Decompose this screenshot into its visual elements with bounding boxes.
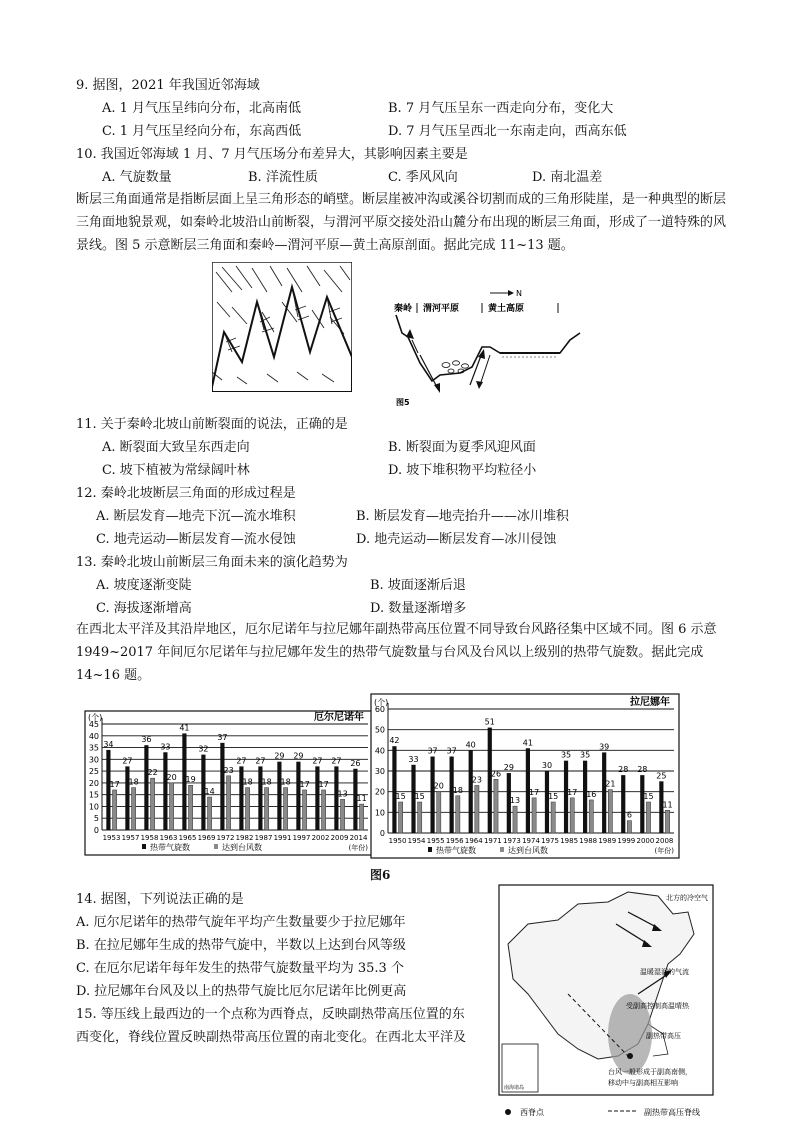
intro-paragraph-enso: 在西北太平洋及其沿岸地区，厄尔尼诺年与拉尼娜年副热带高压位置不同导致台风路径集中区域不同。图 6 示意 1949~2017 年间厄尔尼诺年与拉尼娜年发生的热带气旋数量与台风及台风以上级别的热带气旋数。据此完成 14~16 题。: [76, 622, 717, 683]
x-tick-label: 1982: [235, 834, 254, 842]
x-axis-label: (年份): [654, 847, 674, 855]
bar-typhoons: [513, 806, 517, 833]
legend-cyclones: 热带气旋数: [436, 846, 476, 855]
data-label-cyclones: 28: [637, 765, 648, 775]
q11-option-b: B. 断裂面为夏季风迎风面: [388, 440, 536, 455]
q13-stem: 13. 秦岭北坡山前断层三角面未来的演化趋势为: [76, 555, 348, 570]
data-label-typhoons: 13: [337, 789, 348, 799]
q13-option-c: C. 海拔逐渐增高: [96, 601, 192, 616]
bar-tropical-cyclones: [430, 757, 434, 833]
data-label-cyclones: 37: [446, 746, 457, 756]
data-label-typhoons: 11: [662, 800, 673, 810]
legend-cyclones: 热带气旋数: [150, 843, 190, 852]
x-tick-label: 1973: [503, 837, 521, 845]
q13-option-d: D. 数量逐渐增多: [370, 601, 467, 616]
data-label-typhoons: 15: [414, 792, 425, 801]
data-label-typhoons: 15: [395, 792, 406, 801]
bar-typhoons: [627, 821, 631, 833]
x-tick-label: 1954: [407, 837, 426, 845]
bar-tropical-cyclones: [545, 771, 549, 833]
bar-typhoons: [132, 788, 136, 830]
y-tick-label: 20: [88, 778, 99, 788]
data-label-cyclones: 32: [198, 744, 209, 754]
bar-typhoons: [151, 778, 155, 830]
data-label-cyclones: 27: [236, 756, 247, 766]
q14-stem: 14. 据图，下列说法正确的是: [76, 892, 244, 907]
bar-typhoons: [418, 802, 422, 833]
q9-option-a: A. 1 月气压呈纬向分布，北高南低: [102, 101, 302, 116]
data-label-typhoons: 15: [643, 792, 654, 801]
q9-stem: 9. 据图，2021 年我国近邻海域: [76, 78, 260, 93]
data-label-typhoons: 21: [605, 779, 616, 789]
data-label-cyclones: 40: [465, 740, 476, 750]
data-label-typhoons: 6: [626, 810, 632, 820]
fig5-triangular-facet-sketch: [212, 262, 352, 392]
y-tick-label: 0: [379, 829, 385, 838]
data-label-cyclones: 33: [160, 742, 171, 752]
data-label-typhoons: 23: [471, 775, 482, 785]
q12-stem: 12. 秦岭北坡断层三角面的形成过程是: [76, 486, 296, 501]
y-tick-label: 50: [374, 725, 385, 735]
bar-tropical-cyclones: [392, 746, 396, 833]
data-label-cyclones: 39: [599, 742, 610, 752]
x-tick-label: 2002: [311, 834, 330, 842]
x-tick-label: 1958: [140, 834, 159, 842]
bar-typhoons: [589, 800, 593, 833]
q15-line-1: 15. 等压线上最西边的一个点称为西脊点，反映副热带高压位置的东: [76, 1007, 465, 1022]
bar-typhoons: [608, 790, 612, 833]
q10-stem: 10. 我国近邻海域 1 月、7 月气压场分布差异大，其影响因素主要是: [76, 147, 468, 162]
data-label-typhoons: 18: [242, 777, 253, 787]
x-tick-label: 1965: [178, 834, 197, 842]
bar-tropical-cyclones: [220, 743, 224, 830]
bar-tropical-cyclones: [106, 750, 110, 830]
chart-title: 厄尔尼诺年: [314, 712, 364, 723]
bar-typhoons: [246, 788, 250, 830]
data-label-cyclones: 27: [255, 756, 266, 766]
q11-stem: 11. 关于秦岭北坡山前断裂面的说法，正确的是: [76, 417, 348, 432]
q12-option-c: C. 地壳运动—断层发育—流水侵蚀: [96, 532, 296, 547]
bar-tropical-cyclones: [125, 766, 129, 830]
map-label-cold-air: 北方的冷空气: [666, 894, 708, 902]
q9-option-c: C. 1 月气压呈经向分布，东高西低: [102, 124, 302, 139]
y-tick-label: 0: [93, 826, 99, 835]
legend-point-marker: [505, 1109, 511, 1115]
data-label-typhoons: 18: [280, 777, 291, 787]
q14-option-c: C. 在厄尔尼诺年每年发生的热带气旋数量平均为 35.3 个: [76, 961, 404, 976]
data-label-typhoons: 15: [548, 792, 559, 801]
data-label-typhoons: 18: [452, 785, 463, 795]
data-label-cyclones: 35: [560, 750, 572, 760]
data-label-typhoons: 22: [147, 768, 158, 778]
q10-option-c: C. 季风风向: [388, 170, 458, 185]
bar-typhoons: [360, 804, 364, 830]
map-label-warm-air: 温暖湿润的气流: [640, 968, 689, 976]
data-label-cyclones: 36: [141, 735, 152, 745]
q12-option-b: B. 断层发育—地壳抬升——冰川堆积: [356, 509, 569, 524]
data-label-cyclones: 29: [293, 751, 304, 761]
bar-typhoons: [113, 790, 117, 830]
data-label-typhoons: 11: [356, 794, 367, 804]
data-label-cyclones: 26: [350, 758, 361, 768]
x-tick-label: 1991: [273, 834, 292, 842]
data-label-cyclones: 35: [580, 750, 591, 760]
bar-typhoons: [532, 798, 536, 833]
x-tick-label: 1955: [426, 837, 445, 845]
bar-tropical-cyclones: [488, 728, 492, 833]
data-label-typhoons: 17: [318, 779, 329, 789]
data-label-cyclones: 29: [503, 763, 514, 773]
y-tick-label: 40: [374, 746, 385, 756]
data-label-cyclones: 33: [408, 754, 419, 764]
y-tick-label: 60: [374, 705, 385, 714]
bar-typhoons: [341, 799, 345, 830]
q14-option-a: A. 厄尔尼诺年的热带气旋年平均产生数量要少于拉尼娜年: [76, 915, 406, 930]
x-tick-label: 1999: [617, 837, 636, 845]
data-label-typhoons: 17: [299, 779, 310, 789]
x-tick-label: 1989: [598, 837, 617, 845]
bar-typhoons: [284, 788, 288, 830]
data-label-cyclones: 28: [618, 765, 629, 775]
x-tick-label: 1956: [445, 837, 464, 845]
bar-typhoons: [303, 790, 307, 830]
legend-ridge-line: 副热带高压脊线: [644, 1108, 700, 1117]
map-note-typhoon-1: 台风一般形成于副高南侧，: [608, 1068, 692, 1076]
data-label-typhoons: 18: [128, 777, 139, 787]
x-tick-label: 1950: [388, 837, 407, 845]
x-tick-label: 1975: [541, 837, 559, 845]
el-nino-chart: [84, 710, 374, 856]
q10-option-a: A. 气旋数量: [102, 170, 172, 185]
y-tick-label: 10: [374, 808, 385, 818]
data-label-typhoons: 17: [567, 787, 578, 797]
bar-tropical-cyclones: [469, 750, 473, 833]
data-label-typhoons: 16: [586, 789, 597, 799]
q11-option-a: A. 断裂面大致呈东西走向: [102, 440, 250, 455]
x-tick-label: 1988: [579, 837, 598, 845]
data-label-cyclones: 37: [427, 746, 438, 756]
y-tick-label: 10: [88, 802, 99, 812]
y-tick-label: 5: [93, 814, 99, 824]
subtropical-high-map: [498, 884, 720, 1121]
x-tick-label: 1974: [522, 837, 540, 845]
bar-tropical-cyclones: [239, 766, 243, 830]
x-tick-label: 2009: [330, 834, 349, 842]
data-label-typhoons: 26: [490, 769, 502, 779]
bar-tropical-cyclones: [315, 766, 319, 830]
legend-typhoons: 达到台风数: [508, 846, 548, 855]
x-tick-label: 2000: [636, 837, 655, 845]
bar-typhoons: [646, 802, 650, 833]
data-label-cyclones: 51: [484, 717, 495, 727]
data-label-cyclones: 27: [331, 756, 342, 766]
data-label-typhoons: 17: [109, 779, 120, 789]
y-tick-label: 35: [88, 743, 99, 753]
q11-option-c: C. 坡下植被为常绿阔叶林: [102, 463, 250, 478]
legend-swatch-cyclones: [428, 847, 432, 852]
x-tick-label: 1969: [197, 834, 216, 842]
x-tick-label: 1957: [121, 834, 140, 842]
q11-option-d: D. 坡下堆积物平均粒径小: [388, 463, 537, 478]
q15-line-2: 西变化，脊线位置反映副热带高压位置的南北变化。在西北太平洋及: [76, 1030, 467, 1045]
q10-option-d: D. 南北温差: [532, 170, 603, 185]
x-tick-label: 1987: [254, 834, 273, 842]
bar-typhoons: [665, 810, 669, 833]
bar-typhoons: [189, 785, 193, 830]
data-label-cyclones: 25: [656, 771, 667, 781]
data-label-typhoons: 17: [529, 787, 540, 797]
y-tick-label: 30: [374, 767, 385, 776]
data-label-typhoons: 20: [166, 772, 177, 782]
data-label-cyclones: 27: [122, 756, 133, 766]
intro-paragraph-fault: 断层三角面通常是指断层面上呈三角形态的峭壁。断层崖被冲沟或溪谷切割而成的三角形陡崖，是一种典型的断层三角面地貌景观，如秦岭北坡沿山前断裂，与渭河平原交接处沿山麓分布出现的断层三角面，形成了一道特殊的风景线。图 5 示意断层三角面和秦岭—渭河平原—黄土高原剖面。据此完成 11~13 题。: [76, 192, 727, 253]
q12-option-d: D. 地壳运动—断层发育—冰川侵蚀: [356, 532, 557, 547]
chart-title: 拉尼娜年: [630, 697, 670, 708]
bar-typhoons: [265, 788, 269, 830]
y-tick-label: 40: [88, 731, 99, 741]
bar-typhoons: [475, 785, 479, 833]
q13-option-b: B. 坡面逐渐后退: [370, 578, 466, 593]
bar-tropical-cyclones: [296, 762, 300, 830]
fig5-caption: 图5: [396, 398, 410, 407]
map-inset-label: 南海诸岛: [504, 1085, 525, 1091]
data-label-typhoons: 13: [509, 796, 521, 806]
la-nina-chart: [370, 693, 680, 859]
map-label-high-area: 受副高控制高温晴热: [626, 1002, 689, 1010]
q12-option-a: A. 断层发育—地壳下沉—流水堆积: [96, 509, 296, 524]
bar-tropical-cyclones: [277, 762, 281, 830]
x-tick-label: 1971: [483, 837, 502, 845]
legend-swatch-typhoons: [500, 847, 504, 852]
map-note-typhoon-2: 移动中与副高相互影响: [608, 1079, 678, 1087]
bar-typhoons: [570, 798, 574, 833]
x-tick-label: 1964: [464, 837, 483, 845]
label-north: N: [516, 289, 522, 298]
map-label-subtropical-high: 副热带高压: [646, 1032, 681, 1040]
x-tick-label: 2014: [349, 834, 368, 842]
data-label-cyclones: 42: [389, 736, 400, 746]
label-qinling: 秦岭: [394, 304, 413, 314]
y-tick-label: 30: [88, 755, 99, 765]
bar-typhoons: [399, 802, 403, 833]
bar-typhoons: [208, 797, 212, 830]
y-tick-label: 20: [374, 787, 385, 797]
q14-option-d: D. 拉尼娜年台风及以上的热带气旋比厄尔尼诺年比例更高: [76, 984, 407, 999]
fig5-profile-diagram: [390, 285, 590, 410]
bar-tropical-cyclones: [640, 775, 644, 833]
q14-option-b: B. 在拉尼娜年生成的热带气旋中，半数以上达到台风等级: [76, 938, 406, 953]
bar-typhoons: [437, 792, 441, 833]
y-axis-label: (个): [88, 713, 103, 722]
label-loess: 黄土高原: [488, 304, 525, 314]
y-axis-label: (个): [374, 698, 389, 707]
fig6-caption: 图6: [370, 868, 391, 882]
x-tick-label: 1972: [216, 834, 235, 842]
data-label-cyclones: 41: [522, 738, 533, 748]
data-label-typhoons: 14: [204, 787, 215, 797]
data-label-typhoons: 18: [261, 777, 272, 787]
data-label-typhoons: 20: [433, 781, 444, 791]
bar-tropical-cyclones: [144, 745, 148, 830]
bar-tropical-cyclones: [602, 752, 606, 833]
q9-option-b: B. 7 月气压呈东一西走向分布，变化大: [388, 101, 614, 116]
q9-option-d: D. 7 月气压呈西北一东南走向，西高东低: [388, 124, 627, 139]
bar-tropical-cyclones: [258, 766, 262, 830]
bar-typhoons: [227, 776, 231, 830]
y-tick-label: 45: [88, 720, 99, 729]
legend-swatch-cyclones: [142, 844, 146, 849]
label-weihe: 渭河平原: [423, 304, 460, 314]
x-tick-label: 2008: [655, 837, 674, 845]
x-tick-label: 1963: [159, 834, 178, 842]
data-label-cyclones: 29: [274, 751, 285, 761]
data-label-cyclones: 27: [312, 756, 323, 766]
x-tick-label: 1985: [560, 837, 579, 845]
data-label-cyclones: 34: [103, 739, 114, 749]
bar-typhoons: [494, 779, 498, 833]
bar-typhoons: [551, 802, 555, 833]
legend-typhoons: 达到台风数: [222, 843, 262, 852]
x-axis-label: (年份): [348, 844, 368, 852]
bar-typhoons: [322, 790, 326, 830]
data-label-cyclones: 37: [217, 732, 228, 742]
q10-option-b: B. 洋流性质: [248, 170, 318, 185]
q13-option-a: A. 坡度逐渐变陡: [96, 578, 192, 593]
data-label-typhoons: 19: [185, 775, 196, 785]
bar-tropical-cyclones: [621, 775, 625, 833]
data-label-cyclones: 30: [541, 761, 553, 770]
data-label-cyclones: 41: [179, 723, 190, 733]
y-tick-label: 25: [88, 767, 99, 777]
y-tick-label: 15: [88, 790, 99, 800]
legend-west-ridge-point: 西脊点: [520, 1108, 544, 1117]
bar-typhoons: [170, 783, 174, 830]
bar-typhoons: [456, 796, 460, 833]
x-tick-label: 1997: [292, 834, 311, 842]
legend-swatch-typhoons: [214, 844, 218, 849]
bar-tropical-cyclones: [163, 752, 167, 830]
x-tick-label: 1953: [102, 834, 121, 842]
data-label-typhoons: 23: [223, 765, 234, 775]
